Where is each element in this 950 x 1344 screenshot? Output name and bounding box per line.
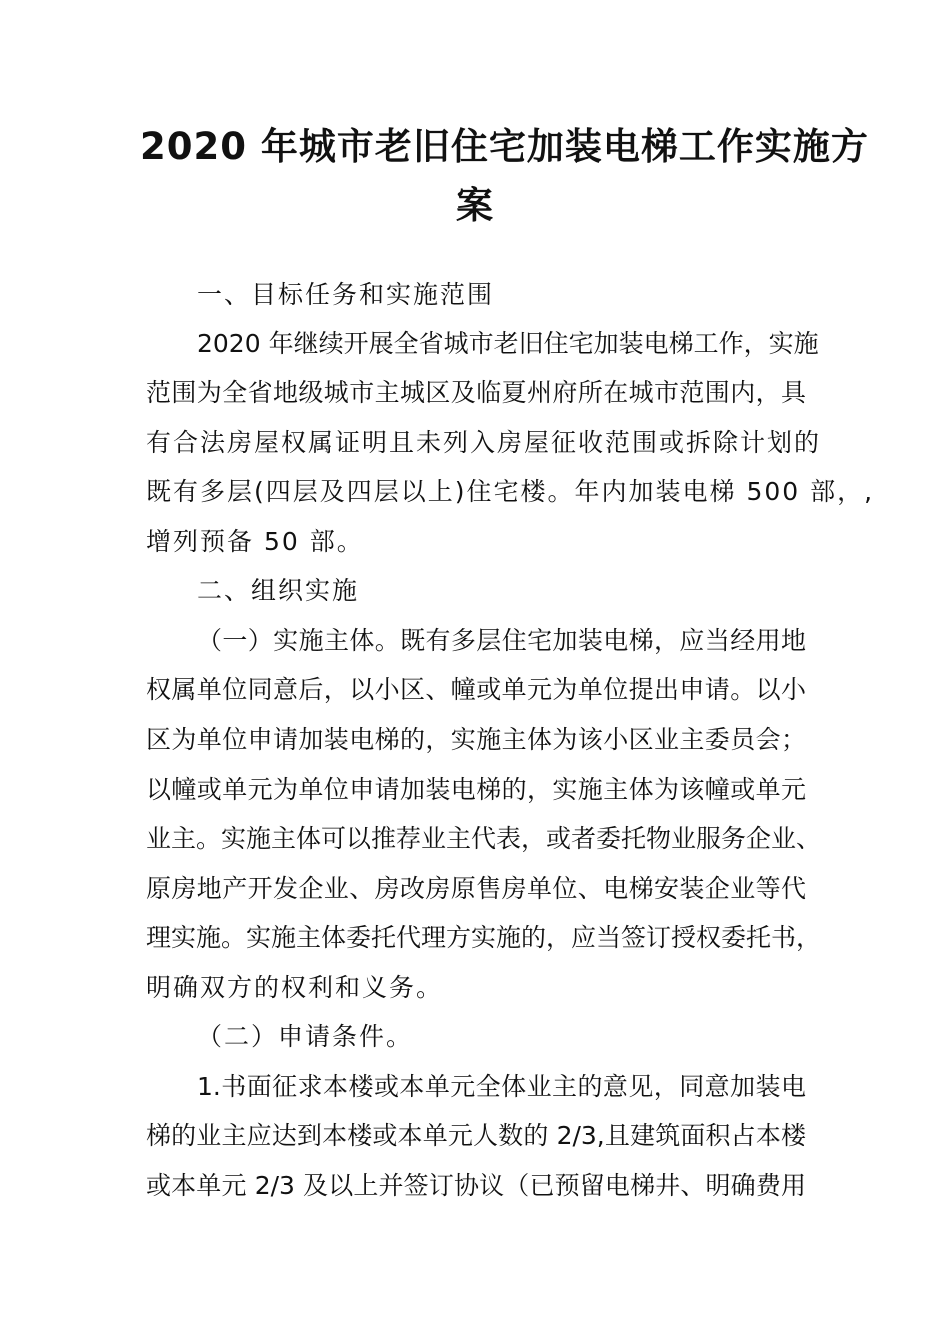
- paragraph-line: 区为单位申请加装电梯的，实施主体为该小区业主委员会；: [146, 725, 806, 754]
- paragraph-line: 2020 年继续开展全省城市老旧住宅加装电梯工作，实施: [197, 329, 819, 358]
- paragraph-line: （一）实施主体。既有多层住宅加装电梯，应当经用地: [197, 626, 806, 655]
- paragraph-line: 1.书面征求本楼或本单元全体业主的意见，同意加装电: [197, 1072, 806, 1101]
- document-title-line-2: 案: [456, 184, 494, 227]
- subsection-heading: （二）申请条件。: [197, 1022, 414, 1051]
- paragraph-line: 范围为全省地级城市主城区及临夏州府所在城市范围内，具: [146, 378, 806, 407]
- paragraph-line: 增列预备 50 部。: [146, 527, 364, 556]
- section-heading-1: 一、目标任务和实施范围: [197, 280, 495, 309]
- paragraph-line: 权属单位同意后，以小区、幢或单元为单位提出申请。以小: [146, 675, 806, 704]
- paragraph-line: 既有多层(四层及四层以上)住宅楼。年内加装电梯 500 部，,: [146, 477, 875, 506]
- document-title-line-1: 2020 年城市老旧住宅加装电梯工作实施方: [140, 125, 869, 168]
- paragraph-line: 有合法房屋权属证明且未列入房屋征收范围或拆除计划的: [146, 428, 822, 457]
- paragraph-line: 明确双方的权利和义务。: [146, 973, 444, 1002]
- paragraph-line: 原房地产开发企业、房改房原售房单位、电梯安装企业等代: [146, 874, 806, 903]
- paragraph-line: 以幢或单元为单位申请加装电梯的，实施主体为该幢或单元: [146, 775, 806, 804]
- paragraph-line: 理实施。实施主体委托代理方实施的，应当签订授权委托书，: [146, 923, 822, 952]
- paragraph-line: 梯的业主应达到本楼或本单元人数的 2/3,且建筑面积占本楼: [146, 1121, 806, 1150]
- paragraph-line: 业主。实施主体可以推荐业主代表，或者委托物业服务企业、: [146, 824, 822, 853]
- section-heading-2: 二、组织实施: [197, 576, 360, 605]
- paragraph-line: 或本单元 2/3 及以上并签订协议（已预留电梯井、明确费用: [146, 1171, 806, 1200]
